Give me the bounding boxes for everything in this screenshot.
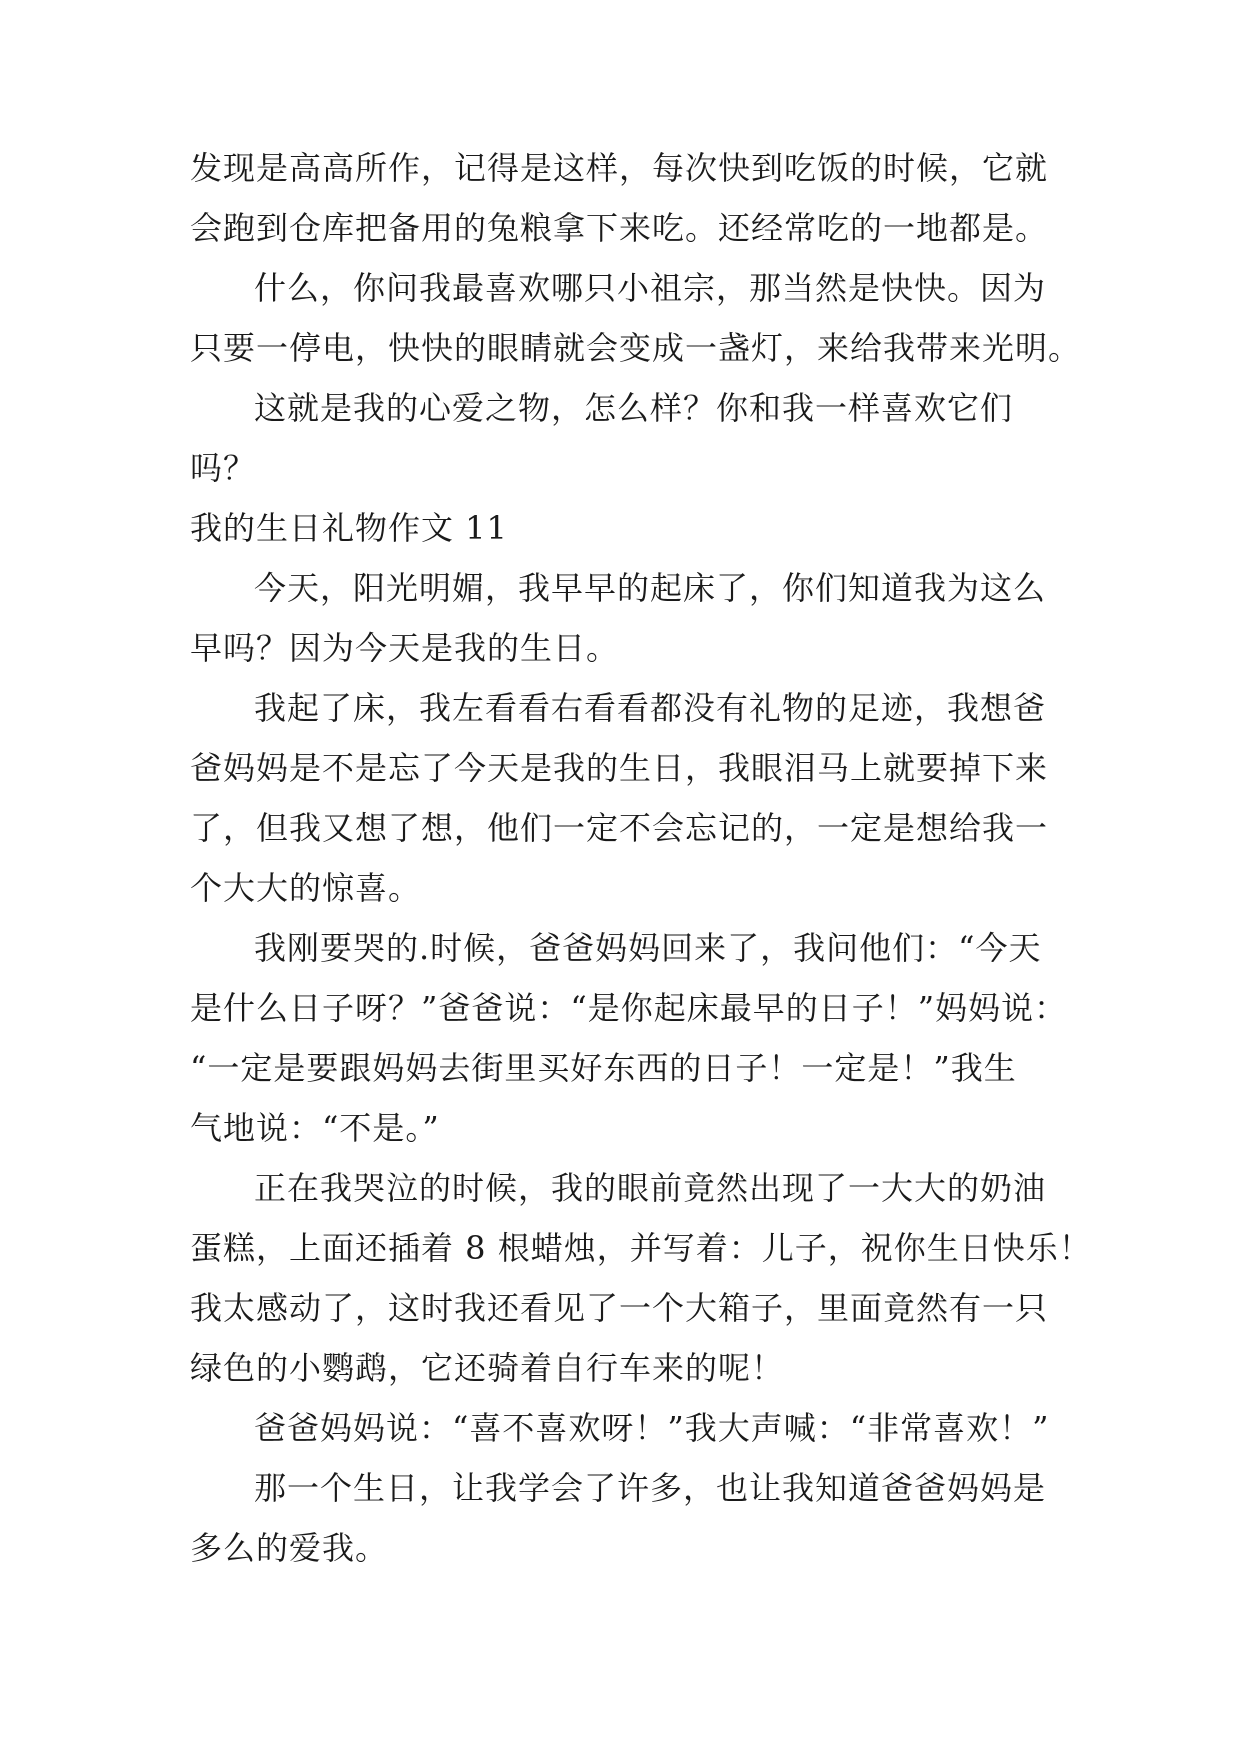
text-line: “一定是要跟妈妈去街里买好东西的日子！一定是！”我生 (190, 1049, 1017, 1087)
section-heading: 我的生日礼物作文 11 (190, 509, 508, 547)
paragraph-start-line: 今天，阳光明媚，我早早的起床了，你们知道我为这么 (254, 569, 1047, 607)
text-line: 绿色的小鹦鹉，它还骑着自行车来的呢！ (190, 1349, 785, 1387)
text-line: 吗？ (190, 449, 257, 487)
text-line: 爸妈妈是不是忘了今天是我的生日，我眼泪马上就要掉下来 (190, 749, 1049, 787)
text-line: 是什么日子呀？”爸爸说：“是你起床最早的日子！”妈妈说： (190, 989, 1068, 1027)
paragraph-start-line: 爸爸妈妈说：“喜不喜欢呀！”我大声喊：“非常喜欢！” (254, 1409, 1050, 1447)
text-line: 早吗？因为今天是我的生日。 (190, 629, 620, 667)
text-line: 了，但我又想了想，他们一定不会忘记的，一定是想给我一 (190, 809, 1049, 847)
paragraph-start-line: 正在我哭泣的时候，我的眼前竟然出现了一大大的奶油 (254, 1169, 1047, 1207)
paragraph-start-line: 这就是我的心爱之物，怎么样？你和我一样喜欢它们 (254, 389, 1014, 427)
paragraph-start-line: 那一个生日，让我学会了许多，也让我知道爸爸妈妈是 (254, 1469, 1047, 1507)
text-line: 只要一停电，快快的眼睛就会变成一盏灯，来给我带来光明。 (190, 329, 1082, 367)
text-line: 我太感动了，这时我还看见了一个大箱子，里面竟然有一只 (190, 1289, 1049, 1327)
paragraph-start-line: 我刚要哭的.时候，爸爸妈妈回来了，我问他们：“今天 (254, 929, 1042, 967)
text-line: 会跑到仓库把备用的兔粮拿下来吃。还经常吃的一地都是。 (190, 209, 1049, 247)
text-line: 蛋糕，上面还插着 8 根蜡烛，并写着：儿子，祝你生日快乐！ (190, 1229, 1092, 1267)
text-line: 发现是高高所作，记得是这样，每次快到吃饭的时候，它就 (190, 149, 1049, 187)
text-line: 多么的爱我。 (190, 1529, 389, 1567)
paragraph-start-line: 我起了床，我左看看右看看都没有礼物的足迹，我想爸 (254, 689, 1047, 727)
text-line: 气地说：“不是。” (190, 1109, 440, 1147)
paragraph-start-line: 什么，你问我最喜欢哪只小祖宗，那当然是快快。因为 (254, 269, 1047, 307)
text-line: 个大大的惊喜。 (190, 869, 422, 907)
